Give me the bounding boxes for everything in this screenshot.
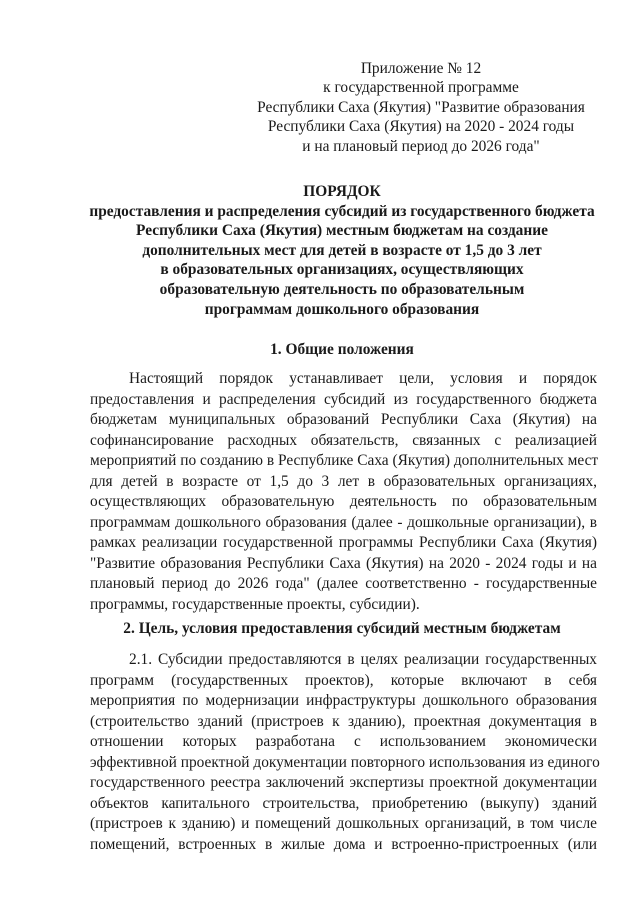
title-line: программам дошкольного образования xyxy=(204,300,480,318)
paragraph-line: объектов капитального строительства, приобретению (выкупу) зданий xyxy=(90,794,597,812)
appendix-line: Республики Саха (Якутия) на 2020 - 2024 годы xyxy=(267,118,575,136)
paragraph-line: (пристроев к зданию) и помещений дошкольных организаций, в том числе xyxy=(90,815,597,833)
paragraph-line: помещений, встроенных в жилые дома и встроенно-пристроенных (или xyxy=(90,835,597,853)
appendix-line: Приложение № 12 xyxy=(360,60,482,77)
paragraph-line: мероприятия по модернизации инфраструктуры дошкольного образования xyxy=(90,692,597,710)
paragraph-line: "Развитие образования Республики Саха (Якутия) на 2020 - 2024 годы и на xyxy=(90,554,597,572)
paragraph-line: мероприятий по созданию в Республике Саха (Якутия) дополнительных мест xyxy=(90,452,599,470)
paragraph-line: государственного реестра заключений экспертизы проектной документации xyxy=(90,774,597,792)
paragraph-line: программ (государственных проектов), которые включают в себя xyxy=(90,671,597,689)
paragraph-line: эффективной проектной документации повторного использования из единого xyxy=(90,753,600,771)
paragraph-line: 2.1. Субсидии предоставляются в целях реализации государственных xyxy=(129,651,597,668)
paragraph-line: программам дошкольного образования (далее - дошкольные организации), в xyxy=(90,513,597,531)
title-line: в образовательных организациях, осуществляющих xyxy=(160,261,524,279)
paragraph-line: софинансирование расходных обязательств, связанных с реализацией xyxy=(90,431,597,449)
section-1-paragraph xyxy=(90,369,597,616)
paragraph-line: Настоящий порядок устанавливает цели, условия и порядок xyxy=(129,370,597,387)
paragraph-line: программы, государственные проекты, субсидии). xyxy=(90,596,420,614)
appendix-line: и на плановый период до 2026 года" xyxy=(302,137,540,155)
paragraph-line: предоставления и распределения субсидий из государственного бюджета xyxy=(90,390,597,408)
paragraph-line: осуществляющих образовательную деятельность по образовательным xyxy=(90,493,597,511)
appendix-line: Республики Саха (Якутия) "Развитие образования xyxy=(257,98,585,116)
paragraph-line: бюджетам муниципальных образований Республики Саха (Якутия) на xyxy=(90,411,597,429)
title-line: ПОРЯДОК xyxy=(303,183,381,200)
section-2-paragraph xyxy=(90,650,600,855)
title-line: предоставления и распределения субсидий из государственного бюджета xyxy=(89,202,595,220)
appendix-line: к государственной программе xyxy=(323,79,519,97)
title-line: образовательную деятельность по образовательным xyxy=(159,280,525,298)
title-line: Республики Саха (Якутия) местным бюджетам на создание xyxy=(136,222,548,240)
title-line: дополнительных мест для детей в возрасте от 1,5 до 3 лет xyxy=(142,241,542,259)
paragraph-line: (строительство зданий (пристроев к зданию), проектная документация в xyxy=(90,712,597,730)
paragraph-line: отношении которых разработана с использованием экономически xyxy=(90,733,597,751)
paragraph-line: для детей в возрасте от 1,5 до 3 лет в образовательных организациях, xyxy=(90,472,597,490)
section-2-heading: 2. Цель, условия предоставления субсидий местным бюджетам xyxy=(123,620,561,637)
appendix-header xyxy=(254,59,588,156)
paragraph-line: рамках реализации государственной программы Республики Саха (Якутия) xyxy=(90,534,597,552)
paragraph-line: плановый период до 2026 года" (далее соответственно - государственные xyxy=(90,575,597,593)
section-1-heading: 1. Общие положения xyxy=(270,341,414,358)
document-title xyxy=(86,182,598,319)
